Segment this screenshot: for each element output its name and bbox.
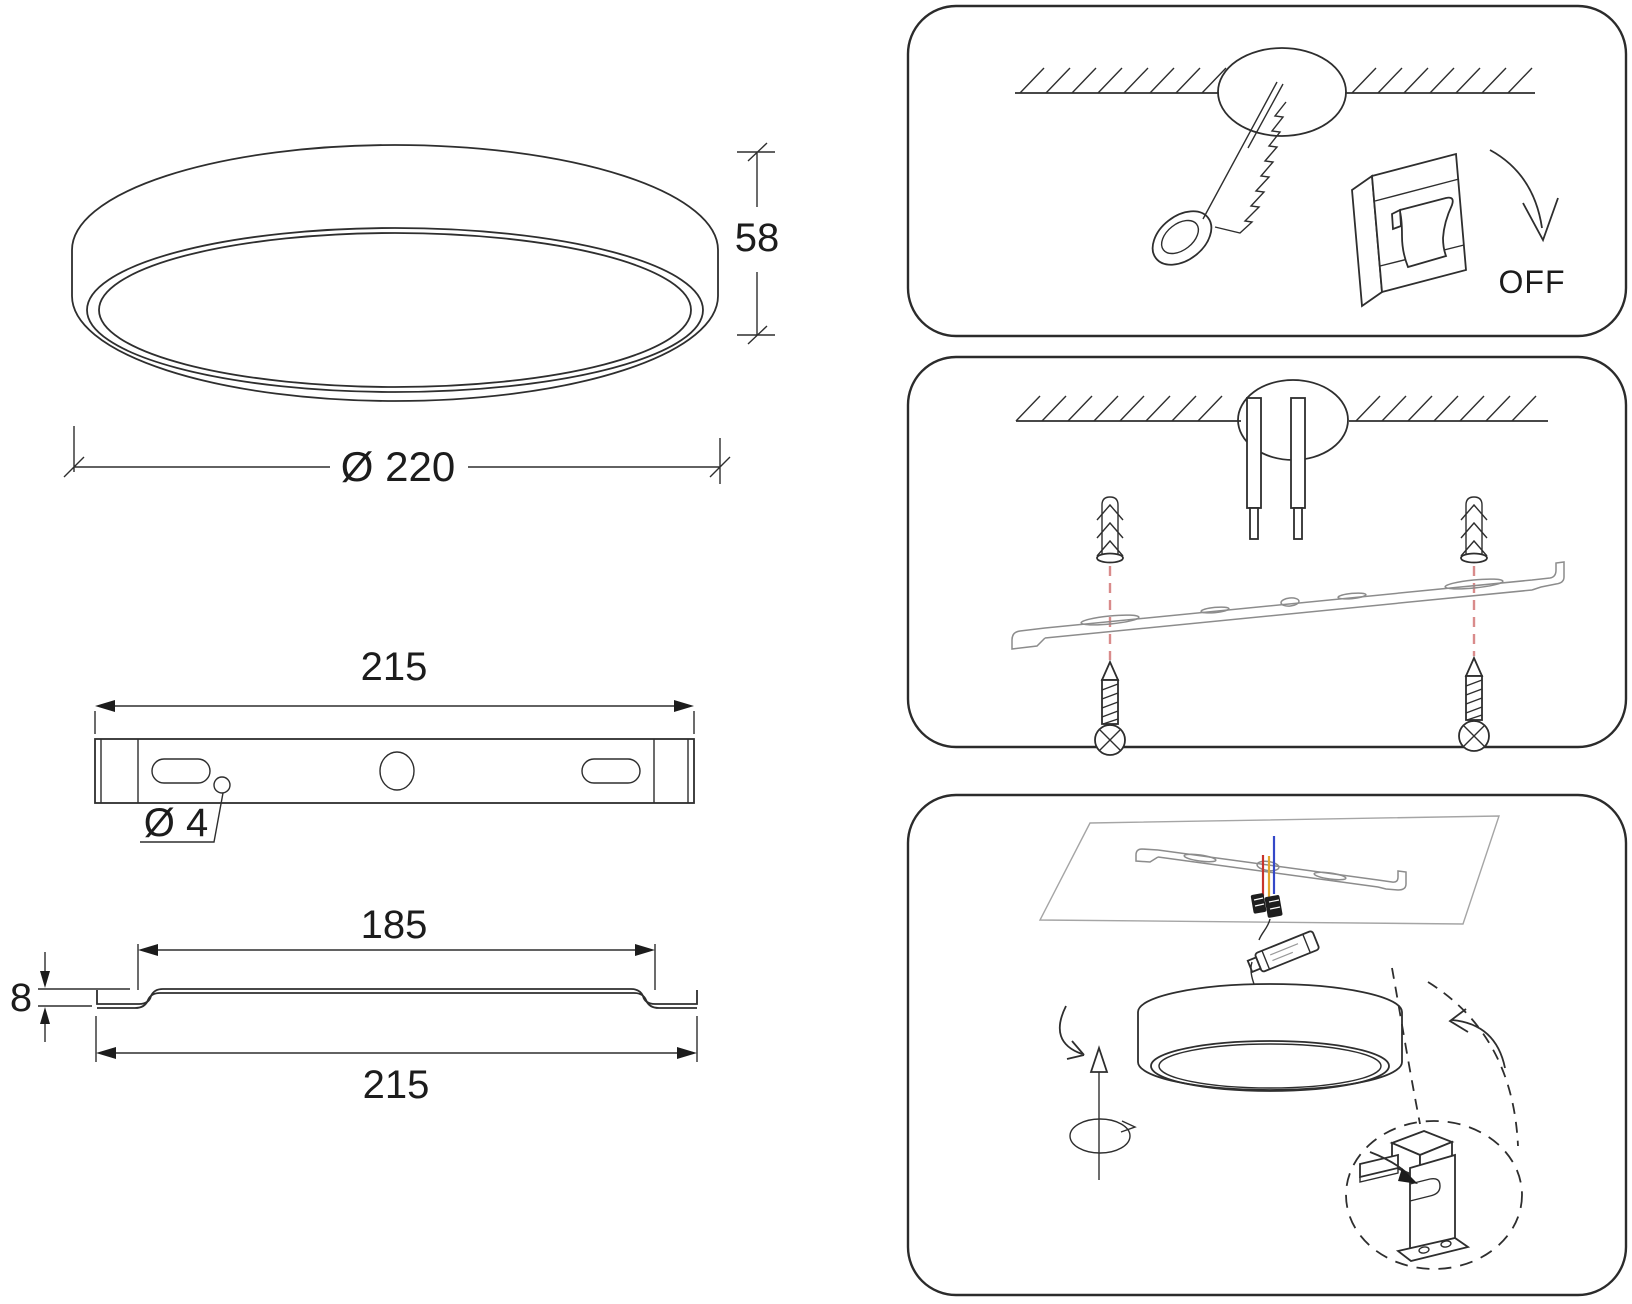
- ceiling-hatch-2: [1016, 380, 1548, 460]
- lock-plate: [1410, 1155, 1455, 1251]
- profile-inner-label: 185: [360, 903, 428, 947]
- lamp-diffuser-inner-ring: [99, 233, 691, 387]
- rotate-arrow-left: [1060, 1006, 1084, 1059]
- step-1-power-off-panel: [908, 6, 1626, 336]
- lamp-diameter-label: Ø 220: [340, 443, 456, 490]
- bracket-on-ceiling: [1136, 849, 1406, 890]
- bracket-small-hole: [214, 777, 230, 793]
- bracket-center-hole: [380, 752, 414, 790]
- bracket-hole-dimension: [140, 793, 223, 845]
- mains-wires: [1247, 398, 1305, 539]
- wire-connector: [1251, 893, 1283, 918]
- profile-length-label: 215: [362, 1063, 430, 1107]
- lamp-diameter-dimension: [64, 426, 730, 490]
- lamp-body-3d: [1138, 984, 1402, 1091]
- bracket-outline: [95, 739, 694, 803]
- cable-loop: [1142, 200, 1221, 275]
- profile-length-dimension: [96, 1016, 697, 1107]
- profile-thickness-dimension: [10, 952, 130, 1042]
- screw-icon: [1095, 662, 1125, 755]
- ceiling-hole: [1218, 48, 1346, 136]
- bracket-hole-label: Ø 4: [143, 801, 209, 845]
- step-3-attach-lamp-panel: [908, 795, 1626, 1295]
- lamp-height-label: 58: [734, 216, 780, 260]
- power-cable-icon: [1142, 82, 1286, 276]
- lamp-diffuser-outer-ring: [87, 228, 703, 392]
- wall-plug-icon: [1097, 497, 1123, 563]
- bracket-profile-view: [10, 903, 697, 1107]
- switch-state-label: OFF: [1498, 264, 1566, 300]
- profile-lower-contour: [97, 993, 697, 1008]
- bracket-slot-left: [152, 759, 210, 783]
- mounting-bracket-top-view: [95, 645, 694, 803]
- profile-offset-label: 8: [9, 976, 33, 1020]
- switch-off-arrow: [1490, 150, 1558, 240]
- supply-wires: [1263, 836, 1274, 897]
- led-driver: [1246, 930, 1319, 975]
- bracket-length-label: 215: [360, 645, 428, 689]
- rotate-arrow-right: [1450, 1009, 1505, 1068]
- mounting-bracket-3d: [1012, 562, 1564, 649]
- profile-upper-contour: [97, 989, 697, 1004]
- lamp-body-outline: [72, 145, 718, 401]
- ceiling-hatch: [1015, 48, 1535, 136]
- lamp-front-view: [72, 145, 718, 401]
- detail-bracket-clip: [1360, 1131, 1468, 1261]
- lamp-height-dimension: [735, 143, 780, 344]
- light-switch-icon: [1352, 154, 1466, 306]
- bracket-slot-right: [582, 759, 640, 783]
- rotation-axis-icon: [1070, 1048, 1135, 1180]
- step-2-frame: [908, 357, 1626, 747]
- step-2-mount-bracket-panel: [908, 357, 1626, 755]
